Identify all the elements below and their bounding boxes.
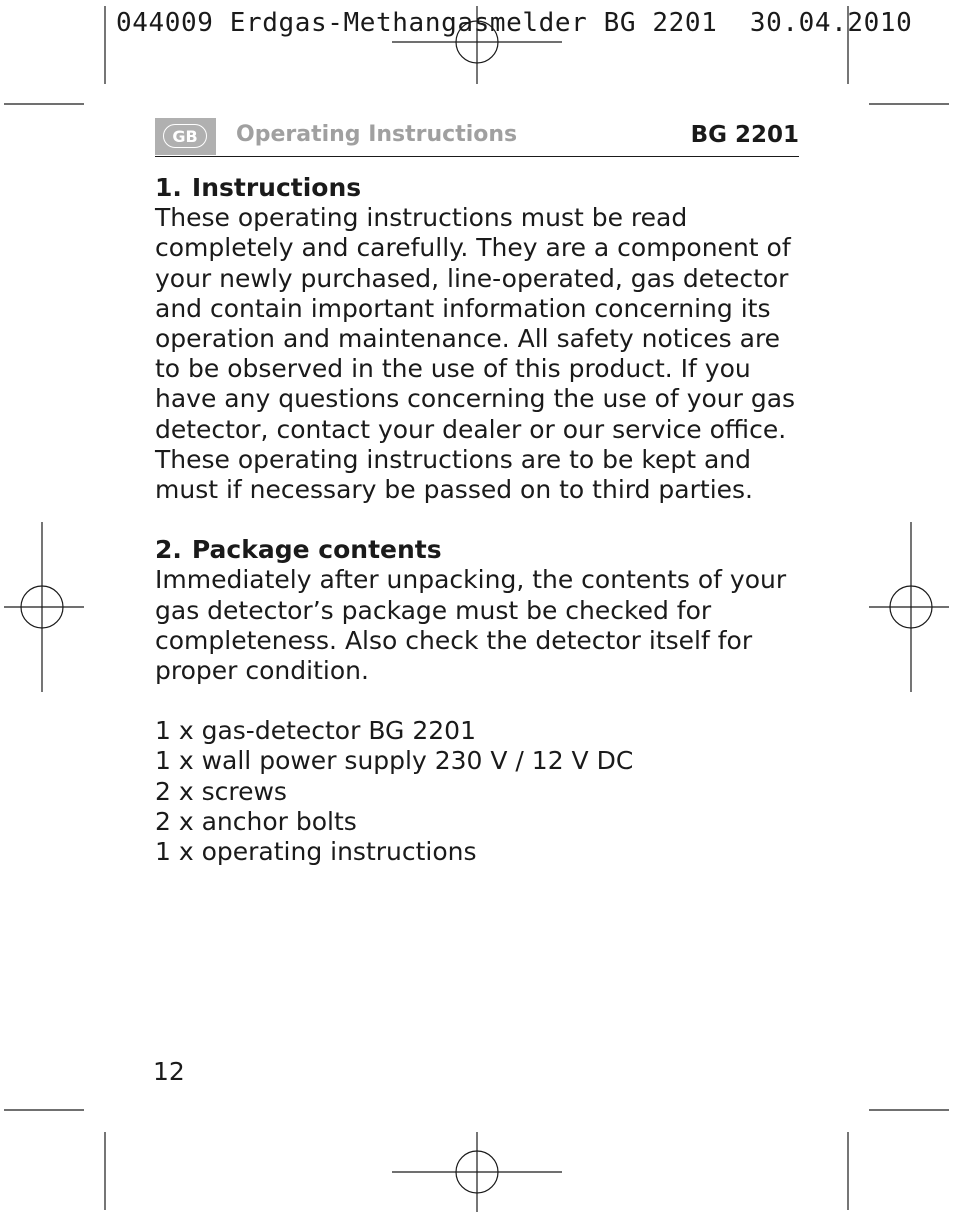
registration-mark-bottom	[392, 1132, 562, 1212]
section-title: Package contents	[191, 535, 442, 565]
list-item: 1 x wall power supply 230 V / 12 V DC	[155, 746, 634, 776]
page-content	[155, 173, 815, 867]
section-number: 1.	[155, 173, 182, 202]
header-title: Operating Instructions	[236, 122, 518, 147]
section-heading	[155, 173, 815, 203]
list-item: 1 x gas-detector BG 2201	[155, 716, 476, 746]
page-header	[155, 118, 799, 157]
page-number: 12	[153, 1057, 185, 1086]
section-body: Immediately after unpacking, the contents of your gas detector’s package must be checked for completeness. Also check the detector itself for proper condition.	[155, 565, 787, 686]
section-title: Instructions	[191, 173, 362, 202]
list-item: 1 x operating instructions	[155, 837, 477, 867]
header-model: BG 2201	[690, 122, 799, 148]
section-body: These operating instructions must be read completely and carefully. They are a component of your newly purchased, line-operated, gas detector and contain important information concerning its operation and maintenance. All safety notices are to be observed in the use of this product. If you have any questions concerning the use of your gas detector, contact your dealer or our service office. These operating instructions are to be kept and must if necessary be passed on to third parties.	[155, 203, 796, 505]
section-heading	[155, 535, 815, 565]
list-item: 2 x screws	[155, 776, 287, 806]
section-number: 2.	[155, 535, 182, 565]
registration-mark-right	[869, 522, 949, 692]
list-item: 2 x anchor bolts	[155, 806, 357, 836]
package-contents-list	[155, 716, 815, 867]
language-badge: GB	[163, 124, 207, 148]
language-badge-box	[155, 118, 216, 155]
print-slug: 044009 Erdgas-Methangasmelder BG 2201 30.04.2010	[116, 8, 913, 38]
registration-mark-left	[4, 522, 84, 692]
